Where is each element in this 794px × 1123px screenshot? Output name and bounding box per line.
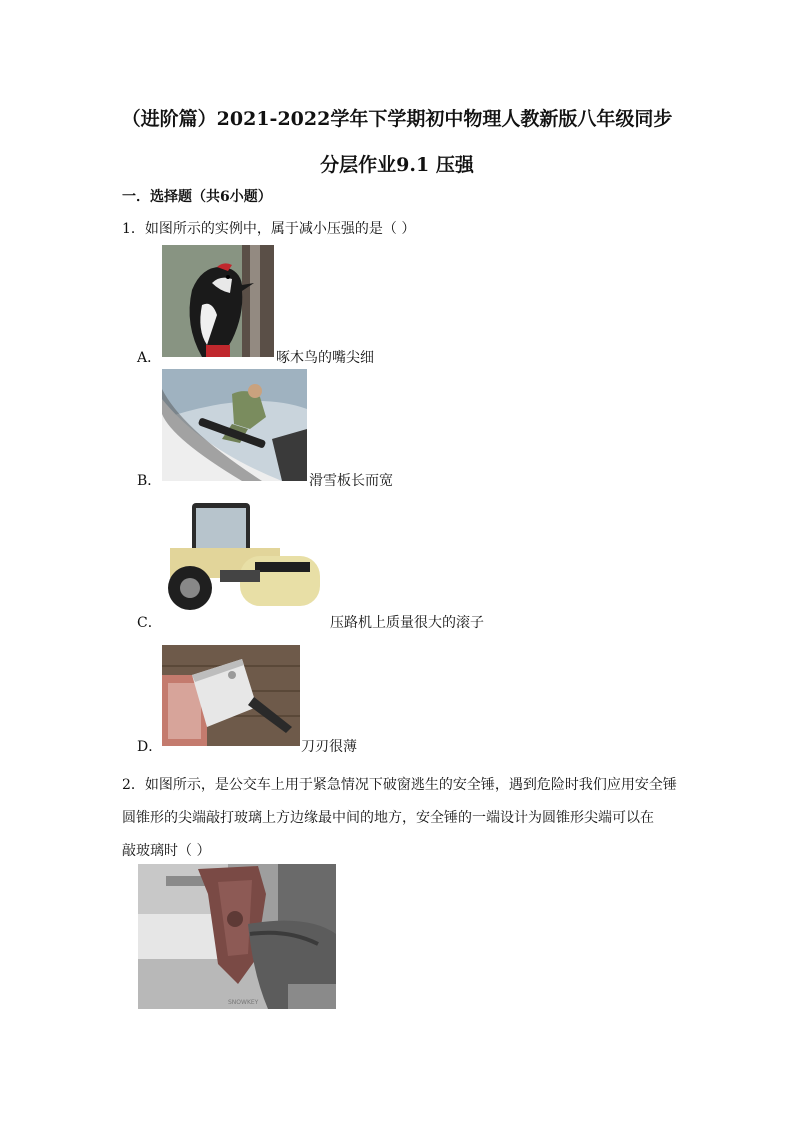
- option-c-letter: C．: [137, 615, 162, 631]
- question-2-stem: [122, 769, 682, 868]
- option-b-letter: B．: [137, 473, 162, 489]
- woodpecker-image: [162, 245, 274, 357]
- page-title-line2: 分层作业9.1 压强: [320, 154, 474, 176]
- safety-hammer-image: [138, 864, 336, 1009]
- option-d-letter: D．: [137, 739, 163, 755]
- option-d-caption: 刀刃很薄: [301, 739, 357, 755]
- question-2-line3: 敲玻璃时（ ）: [122, 843, 211, 859]
- option-c-caption: 压路机上质量很大的滚子: [330, 615, 484, 631]
- page-title-line1: （进阶篇）2021-2022学年下学期初中物理人教新版八年级同步: [121, 108, 673, 130]
- cleaver-image: [162, 645, 300, 746]
- section-heading: 一．选择题（共6小题）: [122, 189, 272, 205]
- option-a-caption: 啄木鸟的嘴尖细: [276, 350, 374, 366]
- question-2-line1: 2．如图所示，是公交车上用于紧急情况下破窗逃生的安全锤，遇到危险时我们应用安全锤: [122, 777, 677, 793]
- option-b-caption: 滑雪板长而宽: [309, 473, 393, 489]
- snowboarder-image: [162, 369, 307, 481]
- question-2-line2: 圆锥形的尖端敲打玻璃上方边缘最中间的地方，安全锤的一端设计为圆锥形尖端可以在: [122, 810, 654, 826]
- option-a-letter: A．: [137, 350, 162, 366]
- question-1-stem: 1．如图所示的实例中，属于减小压强的是（ ）: [122, 221, 416, 237]
- hammer-image-text: SNOWKEY: [228, 999, 259, 1006]
- road-roller-image: [160, 498, 330, 618]
